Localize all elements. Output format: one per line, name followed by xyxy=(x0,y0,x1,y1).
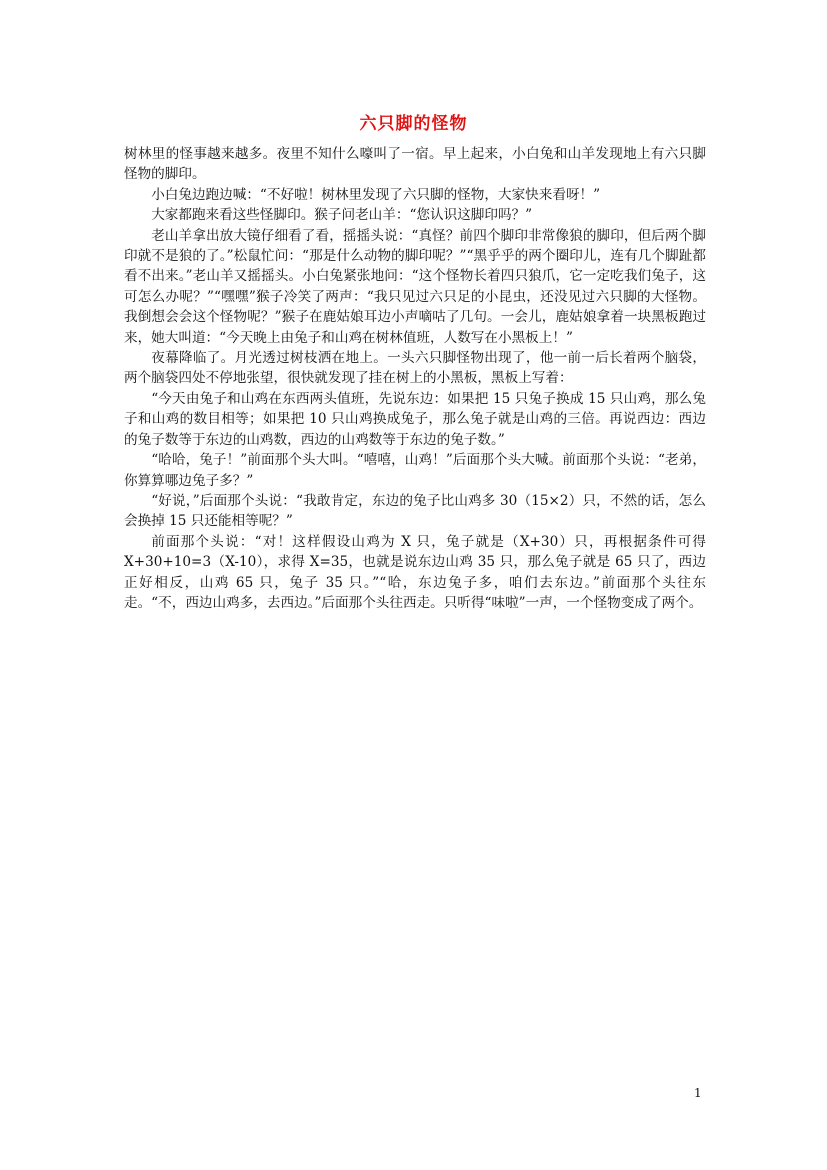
paragraph: “好说，”后面那个头说：“我敢肯定，东边的兔子比山鸡多 30（15×2）只，不然的话，怎么会换掉 15 只还能相等呢？” xyxy=(124,492,706,530)
paragraph: 小白兔边跑边喊：“不好啦！树林里发现了六只脚的怪物，大家快来看呀！” xyxy=(151,186,601,203)
document-title: 六只脚的怪物 xyxy=(359,114,468,134)
paragraph: “今天由兔子和山鸡在东西两头值班，先说东边：如果把 15 只兔子换成 15 只山鸡，那么兔子和山鸡的数目相等；如果把 10 只山鸡换成兔子，那么兔子就是山鸡的三倍。再说西边：西边的兔子数等于东边的山鸡数，西边的山鸡数等于东边的兔子数。” xyxy=(124,390,706,448)
document-body xyxy=(124,144,706,613)
paragraph: 夜幕降临了。月光透过树枝洒在地上。一头六只脚怪物出现了，他一前一后长着两个脑袋，两个脑袋四处不停地张望，很快就发现了挂在树上的小黑板，黑板上写着： xyxy=(124,350,706,387)
page-number: 1 xyxy=(694,1086,702,1100)
paragraph: 前面那个头说：“对！这样假设山鸡为 X 只，兔子就是（X+30）只，再根据条件可得 X+30+10=3（X-10），求得 X=35，也就是说东边山鸡 35 只，那么兔子就是 65 只了，西边正好相反，山鸡 65 只，兔子 35 只。”“哈，东边兔子多，咱们去东边。”前面那个头往东走。“不，西边山鸡多，去西边。”后面那个头往西走。只听得“味啦”一声，一个怪物变成了两个。 xyxy=(124,533,706,611)
paragraph: 老山羊拿出放大镜仔细看了看，摇摇头说：“真怪？前四个脚印非常像狼的脚印，但后两个脚印就不是狼的了。”松鼠忙问：“那是什么动物的脚印呢？”“黑乎乎的两个圈印儿，连有几个脚趾都看不出来。”老山羊又摇摇头。小白兔紧张地问：“这个怪物长着四只狼爪，它一定吃我们兔子，这可怎么办呢？”“嘿嘿”猴子冷笑了两声：“我只见过六只足的小昆虫，还没见过六只脚的大怪物。我倒想会会这个怪物呢？”猴子在鹿姑娘耳边小声嘀咕了几句。一会儿，鹿姑娘拿着一块黑板跑过来，她大叫道：“今天晚上由兔子和山鸡在树林值班，人数写在小黑板上！” xyxy=(124,227,706,346)
paragraph: 树林里的怪事越来越多。夜里不知什么嚎叫了一宿。早上起来，小白兔和山羊发现地上有六只脚怪物的脚印。 xyxy=(124,146,706,183)
paragraph: “哈哈，兔子！”前面那个头大叫。“嘻嘻，山鸡！”后面那个头大喊。前面那个头说：“老弟，你算算哪边兔子多？” xyxy=(124,452,706,489)
paragraph: 大家都跑来看这些怪脚印。猴子问老山羊：“您认识这脚印吗？” xyxy=(151,207,533,224)
